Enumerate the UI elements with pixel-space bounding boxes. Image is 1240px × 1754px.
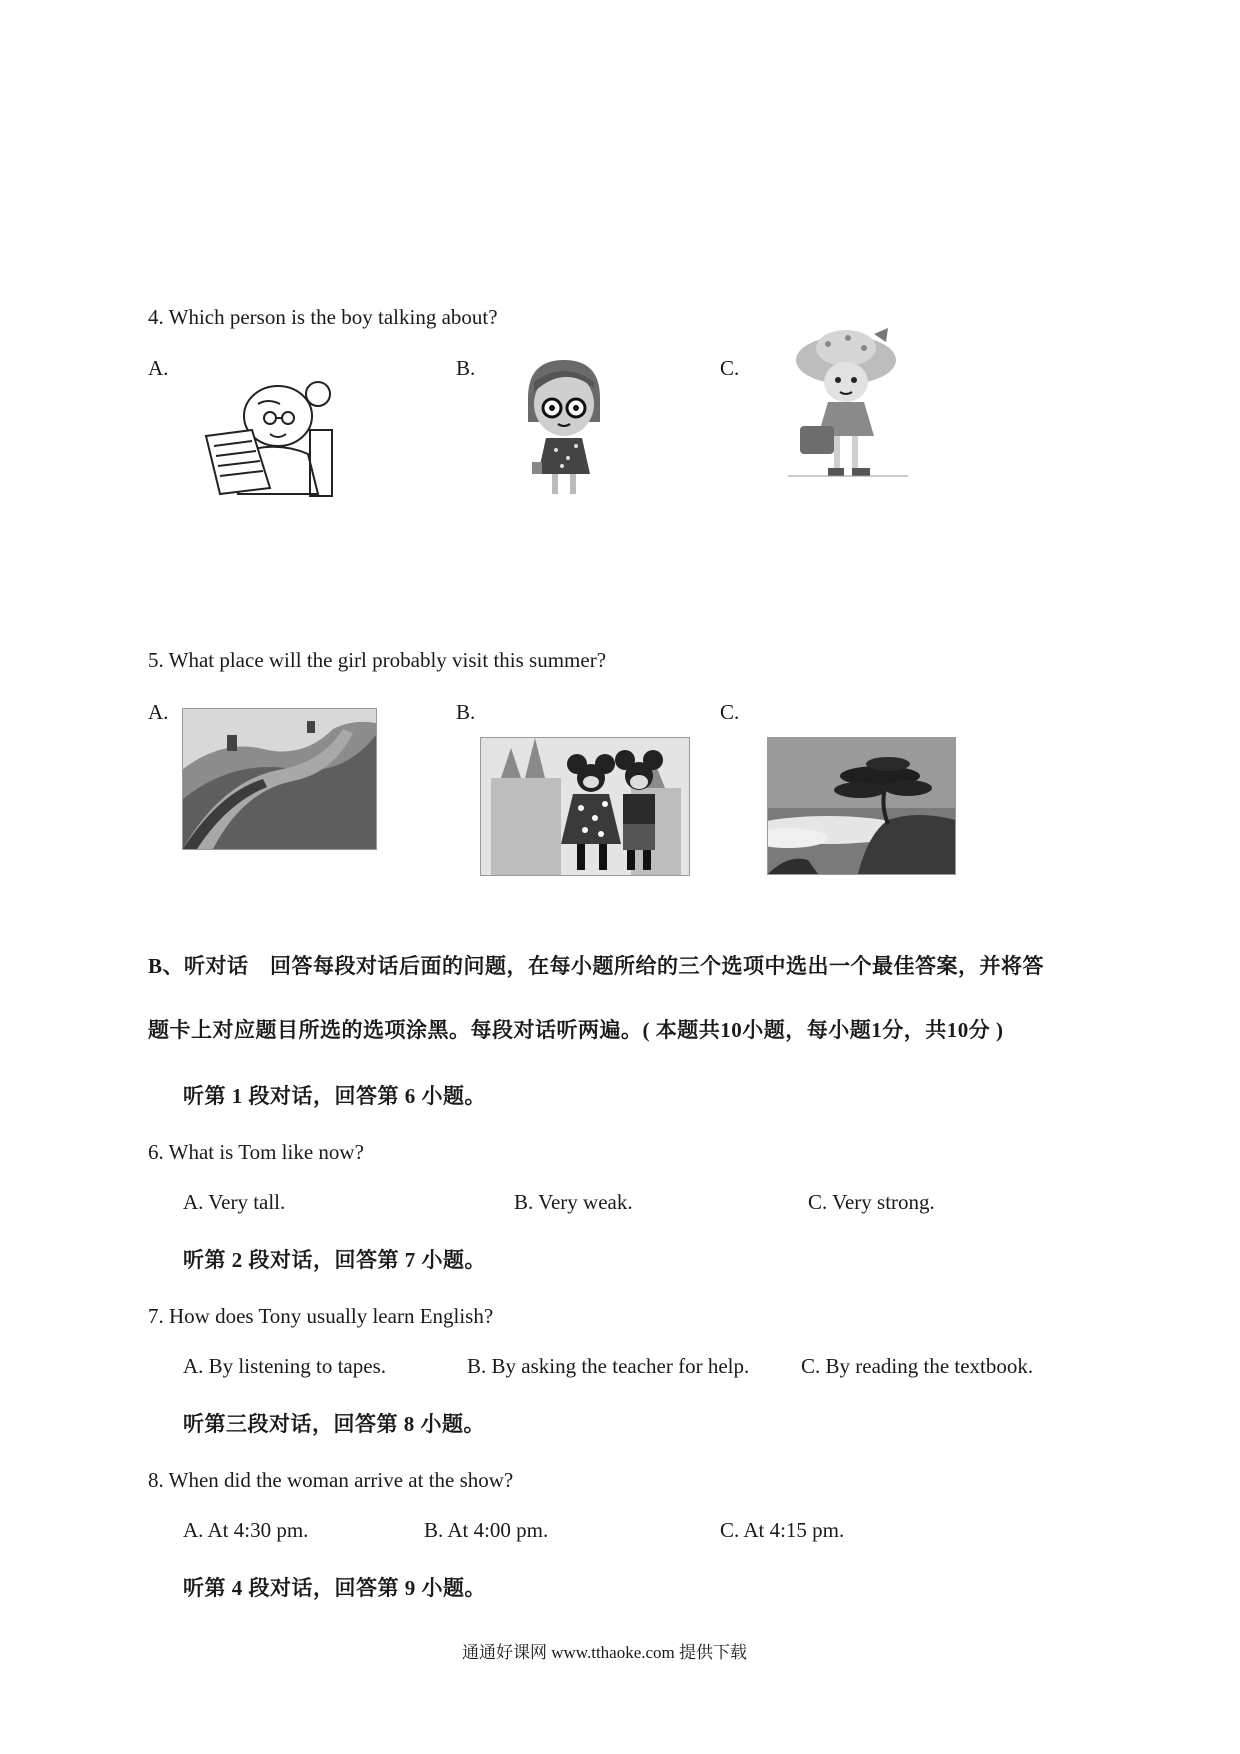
- disneyland-photo: [480, 737, 690, 876]
- girl-with-glasses-image: [518, 358, 610, 498]
- dialogue-1-heading: 听第 1 段对话，回答第 6 小题。: [183, 1084, 486, 1108]
- q6-option-a: A. Very tall.: [183, 1190, 286, 1214]
- q6-option-c: C. Very strong.: [808, 1190, 935, 1214]
- page-footer: 通通好课网 www.tthaoke.com 提供下载: [462, 1643, 748, 1662]
- q4-question: 4. Which person is the boy talking about?: [148, 305, 498, 329]
- q5-option-a-label: A.: [148, 700, 169, 724]
- q7-option-b: B. By asking the teacher for help.: [467, 1354, 750, 1378]
- mountain-pine-photo: [767, 737, 956, 875]
- q6-question: 6. What is Tom like now?: [148, 1140, 364, 1164]
- q4-option-c-label: C.: [720, 356, 740, 380]
- dialogue-2-heading: 听第 2 段对话，回答第 7 小题。: [183, 1248, 486, 1272]
- q7-question: 7. How does Tony usually learn English?: [148, 1304, 494, 1328]
- q5-question: 5. What place will the girl probably visit this summer?: [148, 648, 607, 672]
- q8-option-c: C. At 4:15 pm.: [720, 1518, 845, 1542]
- dialogue-4-heading: 听第 4 段对话，回答第 9 小题。: [183, 1576, 486, 1600]
- q7-option-a: A. By listening to tapes.: [183, 1354, 386, 1378]
- great-wall-photo: [182, 708, 377, 850]
- q4-option-b-label: B.: [456, 356, 476, 380]
- section-b-instruction-line1: B、听对话 回答每段对话后面的问题，在每小题所给的三个选项中选出一个最佳答案，并将答: [148, 954, 1045, 978]
- q6-option-b: B. Very weak.: [514, 1190, 633, 1214]
- section-b-instruction-line2: 题卡上对应题目所选的选项涂黑。每段对话听两遍。( 本题共10小题，每小题1分，共10分 ): [148, 1018, 1004, 1042]
- q8-option-b: B. At 4:00 pm.: [424, 1518, 549, 1542]
- q7-option-c: C. By reading the textbook.: [801, 1354, 1034, 1378]
- q5-option-b-label: B.: [456, 700, 476, 724]
- old-woman-reading-image: [200, 370, 340, 498]
- q8-option-a: A. At 4:30 pm.: [183, 1518, 309, 1542]
- q5-option-c-label: C.: [720, 700, 740, 724]
- dialogue-3-heading: 听第三段对话，回答第 8 小题。: [183, 1412, 485, 1436]
- q8-question: 8. When did the woman arrive at the show?: [148, 1468, 514, 1492]
- q4-option-a-label: A.: [148, 356, 169, 380]
- girl-with-hat-image: [788, 326, 908, 482]
